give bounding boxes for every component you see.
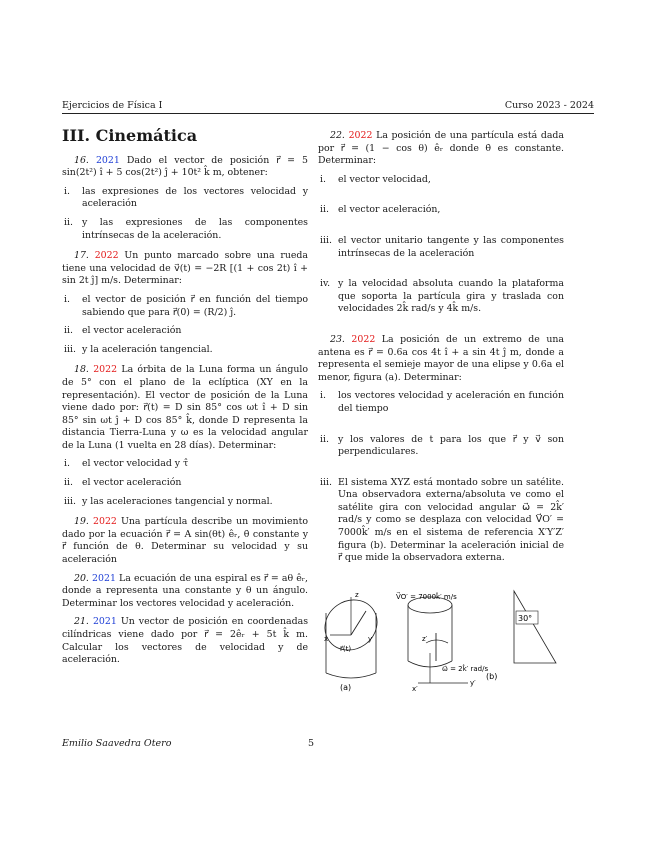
problem-item xyxy=(318,235,564,260)
problem-text: La órbita de la Luna forma un ángulo de 5° con el plano de la eclíptica (XY en la representación). El vector de posición de la Luna viene dado por: r⃗(t) = D sin 85° cos ωt î + D sin 85° sin ωt ĵ + D cos 85° k̂, donde D representa la distancia Tierra-Luna y ω es la velocidad angular de la Luna (1 vuelta en 28 días). Determinar: xyxy=(62,364,309,451)
item-text: y las aceleraciones tangencial y normal. xyxy=(82,495,273,507)
problem-statement xyxy=(62,250,308,288)
problem-statement xyxy=(62,364,308,452)
problem-22 xyxy=(318,130,564,316)
problem-21 xyxy=(62,616,308,666)
problem-statement xyxy=(318,334,564,384)
problem-year: 2022 xyxy=(93,364,118,376)
item-text: y las expresiones de las componentes intrínsecas de la aceleración. xyxy=(82,216,308,241)
figure-a-ellipse-diagram xyxy=(318,590,387,692)
problem-items xyxy=(62,294,308,356)
kinematics-figure xyxy=(318,583,564,693)
fig-b-axis-zp: z′ xyxy=(422,634,428,643)
problem-statement xyxy=(62,616,308,666)
problem-text: Una partícula describe un movimiento dado por la ecuación r⃗ = A sin(θt) êᵣ, θ̇ constante y r⃗ función de θ. Determinar su velocidad y su aceleración xyxy=(62,516,308,566)
item-roman-numeral: ii. xyxy=(64,216,73,228)
left-column xyxy=(62,126,309,673)
problem-number: 21. xyxy=(74,616,89,628)
problem-number: 18. xyxy=(74,364,89,376)
item-roman-numeral: iii. xyxy=(64,343,76,355)
problem-year: 2021 xyxy=(95,154,120,166)
left-problem-list xyxy=(62,155,308,667)
problem-item xyxy=(62,325,308,338)
item-roman-numeral: i. xyxy=(320,390,326,402)
problem-text: La posición de un extremo de una antena es r⃗ = 0.6a cos 4t î + a sin 4t ĵ m, donde a representa el semieje mayor de una elipse y 0.6a el menor, figura (a). Determinar: xyxy=(318,333,564,383)
problem-16 xyxy=(62,155,308,243)
fig-b-caption: (b) xyxy=(486,671,498,681)
item-text: y los valores de t para los que r⃗ y v⃗ son perpendiculares. xyxy=(338,433,564,458)
problem-18 xyxy=(62,364,308,508)
problem-17 xyxy=(62,250,308,356)
problem-year: 2022 xyxy=(351,333,376,345)
problem-text: La ecuación de una espiral es r⃗ = aθ êᵣ, donde a representa una constante y θ un ángulo. Determinar los vectores velocidad y aceleración. xyxy=(62,572,308,609)
problem-number: 20. xyxy=(74,572,89,584)
item-text: y la aceleración tangencial. xyxy=(82,343,213,355)
problem-number: 16. xyxy=(74,154,89,166)
problem-items xyxy=(62,186,308,242)
problem-23 xyxy=(318,334,564,565)
item-roman-numeral: ii. xyxy=(64,325,73,337)
fig-a-caption: (a) xyxy=(340,682,352,692)
item-text: El sistema XYZ está montado sobre un satélite. Una observadora externa/absoluta ve como el satélite gira con velocidad angular ω⃗ = 2k̂′ rad/s y como se desplaza con velocidad V⃗O′ = 7000k̂′ m/s en el sistema de referencia X′Y′Z′ figura (b). Determinar la aceleración inicial de r⃗ que mide la observadora externa. xyxy=(338,476,564,564)
problem-items xyxy=(62,458,308,508)
problem-year: 2021 xyxy=(92,616,117,628)
problem-item xyxy=(62,496,308,509)
problem-item xyxy=(62,294,308,319)
fig-b-angle-label: 30° xyxy=(518,613,533,623)
problem-item xyxy=(62,186,308,211)
item-roman-numeral: ii. xyxy=(320,433,329,445)
problem-20 xyxy=(62,573,308,611)
item-roman-numeral: i. xyxy=(320,173,326,185)
item-text: el vector aceleración xyxy=(82,477,182,489)
fig-a-axis-x: x xyxy=(324,634,329,643)
fig-b-velocity-label: V⃗O′ = 7000k̂′ m/s xyxy=(396,592,457,601)
figure-b-satellite-diagram xyxy=(396,592,497,693)
item-roman-numeral: ii. xyxy=(320,204,329,216)
header-course-name: Ejercicios de Física I xyxy=(62,100,163,111)
fig-b-axis-xp: x′ xyxy=(412,684,418,693)
fig-b-omega-label: ω⃗ = 2k̂′ rad/s xyxy=(442,664,489,673)
problem-item xyxy=(62,477,308,490)
problem-year: 2022 xyxy=(94,250,119,262)
figure-b-angle-triangle xyxy=(514,591,556,663)
fig-b-axis-yp: y′ xyxy=(470,678,476,687)
problem-item xyxy=(318,278,564,316)
header-academic-year: Curso 2023 - 2024 xyxy=(504,100,594,111)
problem-year: 2022 xyxy=(93,516,117,528)
page-header xyxy=(62,100,594,114)
item-roman-numeral: iii. xyxy=(320,476,332,488)
problem-statement xyxy=(62,155,308,180)
problem-item xyxy=(62,344,308,357)
right-problem-list xyxy=(318,130,564,565)
fig-a-axis-y: y xyxy=(368,634,373,643)
item-roman-numeral: iii. xyxy=(320,234,332,246)
problem-items xyxy=(318,174,564,316)
item-roman-numeral: i. xyxy=(64,458,70,470)
problem-statement xyxy=(62,516,308,566)
problem-19 xyxy=(62,516,308,566)
item-text: las expresiones de los vectores velocidad y aceleración xyxy=(82,185,308,210)
problem-number: 23. xyxy=(330,333,345,345)
page-footer xyxy=(62,738,362,749)
problem-text: Un punto marcado sobre una rueda tiene una velocidad de v⃗(t) = −2R [(1 + cos 2t) î + sin 2t ĵ] m/s. Determinar: xyxy=(62,250,308,287)
problem-text: Dado el vector de posición r⃗ = 5 sin(2t²) î + 5 cos(2t²) ĵ + 10t² k̂ m, obtener: xyxy=(62,154,309,179)
item-roman-numeral: ii. xyxy=(64,477,73,489)
item-roman-numeral: iv. xyxy=(320,278,331,290)
footer-author: Emilio Saavedra Otero xyxy=(62,738,172,749)
item-text: el vector unitario tangente y las componentes intrínsecas de la aceleración xyxy=(338,234,564,259)
problem-number: 17. xyxy=(74,250,89,262)
problem-item xyxy=(318,390,564,415)
item-text: el vector de posición r⃗ en función del tiempo sabiendo que para r⃗(0) = (R/2) ĵ. xyxy=(82,293,308,318)
item-roman-numeral: i. xyxy=(64,293,70,305)
problem-item xyxy=(318,477,564,565)
fig-a-axis-z: z xyxy=(355,590,359,599)
item-text: el vector aceleración, xyxy=(338,204,441,216)
problem-item xyxy=(62,217,308,242)
problem-items xyxy=(318,390,564,565)
problem-item xyxy=(318,204,564,217)
problem-text: La posición de una partícula está dada por r⃗ = (1 − cos θ) êᵣ donde θ̇ es constante. Determinar: xyxy=(318,130,564,167)
problem-item xyxy=(318,434,564,459)
section-title: III. Cinemática xyxy=(62,126,198,145)
item-roman-numeral: i. xyxy=(64,185,70,197)
problem-statement xyxy=(318,130,564,168)
item-text: el vector aceleración xyxy=(82,325,182,337)
problem-text: Un vector de posición en coordenadas cilíndricas viene dado por r⃗ = 2êᵣ + 5t k̂ m. Calcular los vectores de velocidad y de aceleración. xyxy=(62,616,309,666)
problem-year: 2021 xyxy=(92,572,116,584)
problem-number: 19. xyxy=(74,516,89,528)
problem-item xyxy=(318,174,564,187)
right-column xyxy=(318,130,564,693)
problem-number: 22. xyxy=(330,130,345,141)
fig-a-position-label: r⃗(t) xyxy=(340,644,352,653)
problem-statement xyxy=(62,573,308,611)
item-text: el vector velocidad y τ̂ xyxy=(82,458,189,470)
item-text: el vector velocidad, xyxy=(338,173,431,185)
problem-item xyxy=(62,458,308,471)
item-text: los vectores velocidad y aceleración en función del tiempo xyxy=(338,390,564,414)
item-roman-numeral: iii. xyxy=(64,495,76,507)
problem-year: 2022 xyxy=(348,130,373,141)
item-text: y la velocidad absoluta cuando la plataforma que soporta la partícula gira y traslada con velocidades 2k̂ rad/s y 4k̂ m/s. xyxy=(338,278,564,315)
page-number: 5 xyxy=(308,738,315,749)
